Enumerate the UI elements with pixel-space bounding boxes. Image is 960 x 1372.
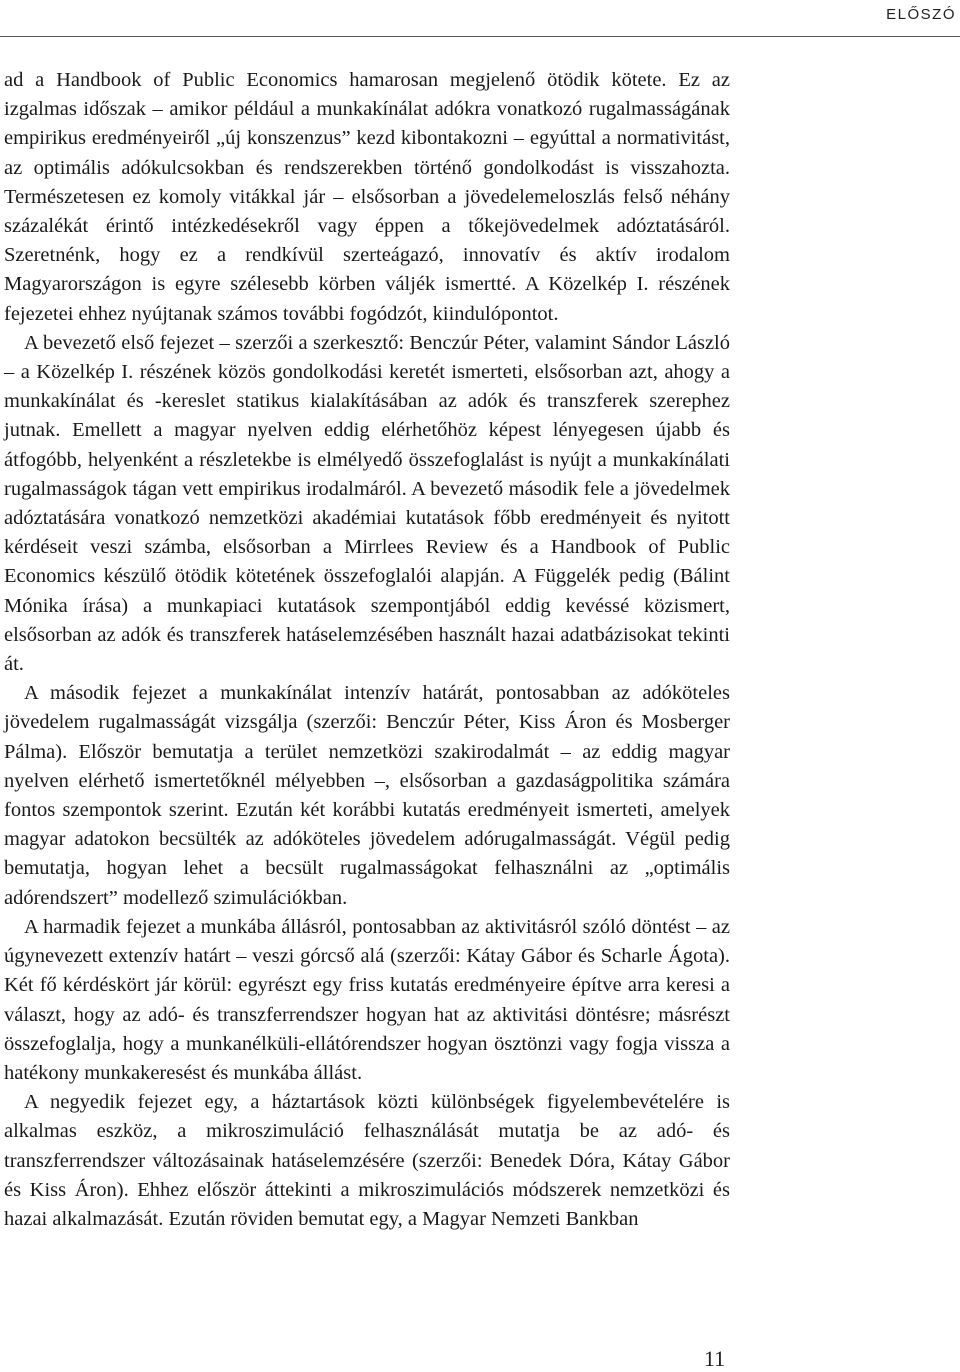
- header-rule: [0, 36, 960, 37]
- paragraph: A második fejezet a munkakínálat intenzív határát, pontosabban az adóköteles jövedelem rugalmasságát vizsgálja (szerzői: Benczúr Péter, Kiss Áron és Mosberger Pálma). Először bemutatja a terület nemzetközi szakirodalmát – az eddig magyar nyelven elérhető ismertetőknél mélyebben –, elsősorban a gazdaságpolitika számára fontos szempontok szerint. Ezután két korábbi kutatás eredményeit ismerteti, amelyek magyar adatokon becsülték az adóköteles jövedelem adórugalmasságát. Végül pedig bemutatja, hogyan lehet a becsült rugalmasságokat felhasználni az „optimális adórendszert” modellező szimulációkban.: [4, 682, 730, 909]
- page-number: 11: [704, 1346, 726, 1371]
- paragraph: A negyedik fejezet egy, a háztartások közti különbségek figyelembevételére is alkalmas eszköz, a mikroszimuláció felhasználását mutatja be az adó- és transzferrendszer változásainak hatáselemzésére (szerzői: Benedek Dóra, Kátay Gábor és Kiss Áron). Ehhez először áttekinti a mikroszimulációs módszerek nemzetközi és hazai alkalmazását. Ezután röviden bemutat egy, a Magyar Nemzeti Bankban: [4, 1091, 730, 1230]
- paragraph: A bevezető első fejezet – szerzői a szerkesztő: Benczúr Péter, valamint Sándor László – a Közelkép I. részének közös gondolkodási keretét ismerteti, elsősorban azt, ahogy a munkakínálat és -kereslet statikus kialakításában az adók és transzferek szerephez jutnak. Emellett a magyar nyelven eddig elérhetőhöz képest lényegesen újabb és átfogóbb, helyenként a részletekbe is elmélyedő összefoglalást is nyújt a munkakínálati rugalmasságok tágan vett empirikus irodalmáról. A bevezető második fele a jövedelmek adóztatására vonatkozó nemzetközi akadémiai kutatások főbb eredményeit és nyitott kérdéseit veszi számba, elsősorban a Mirrlees Review és a Handbook of Public Economics készülő ötödik kötetének összefoglalói alapján. A Függelék pedig (Bálint Mónika írása) a munkapiaci kutatások szempontjából eddig kevéssé közismert, elsősorban az adók és transzferek hatáselemzésében használt hazai adatbázisokat tekinti át.: [4, 331, 730, 676]
- body-text: [4, 66, 730, 1234]
- paragraph: A harmadik fejezet a munkába állásról, pontosabban az aktivitásról szóló döntést – az úgynevezett extenzív határt – veszi górcső alá (szerzői: Kátay Gábor és Scharle Ágota). Két fő kérdéskört jár körül: egyrészt egy friss kutatás eredményeire építve arra keresi a választ, hogy az adó- és transzferrendszer hogyan hat az aktivitási döntésre; másrészt összefoglalja, hogy a munkanélküli-ellátórendszer hogyan ösztönzi vagy fogja vissza a hatékony munkakeresést és munkába állást.: [4, 915, 730, 1084]
- paragraph: ad a Handbook of Public Economics hamarosan megjelenő ötödik kötete. Ez az izgalmas időszak – amikor például a munkakínálat adókra vonatkozó rugalmasságának empirikus eredményeiről „új konszenzus” kezd kibontakozni – egyúttal a normativitást, az optimális adókulcsokban és rendszerekben történő gondolkodást is visszahozta. Természetesen ez komoly vitákkal jár – elsősorban a jövedelemeloszlás felső néhány százalékát érintő intézkedésekről vagy éppen a tőkejövedelmek adóztatásáról. Szeretnénk, hogy ez a rendkívül szerteágazó, innovatív és aktív irodalom Magyarországon is egyre szélesebb körben váljék ismertté. A Közelkép I. részének fejezetei ehhez nyújtanak számos további fogódzót, kiindulópontot.: [4, 69, 730, 325]
- running-head: ELŐSZÓ: [886, 6, 956, 23]
